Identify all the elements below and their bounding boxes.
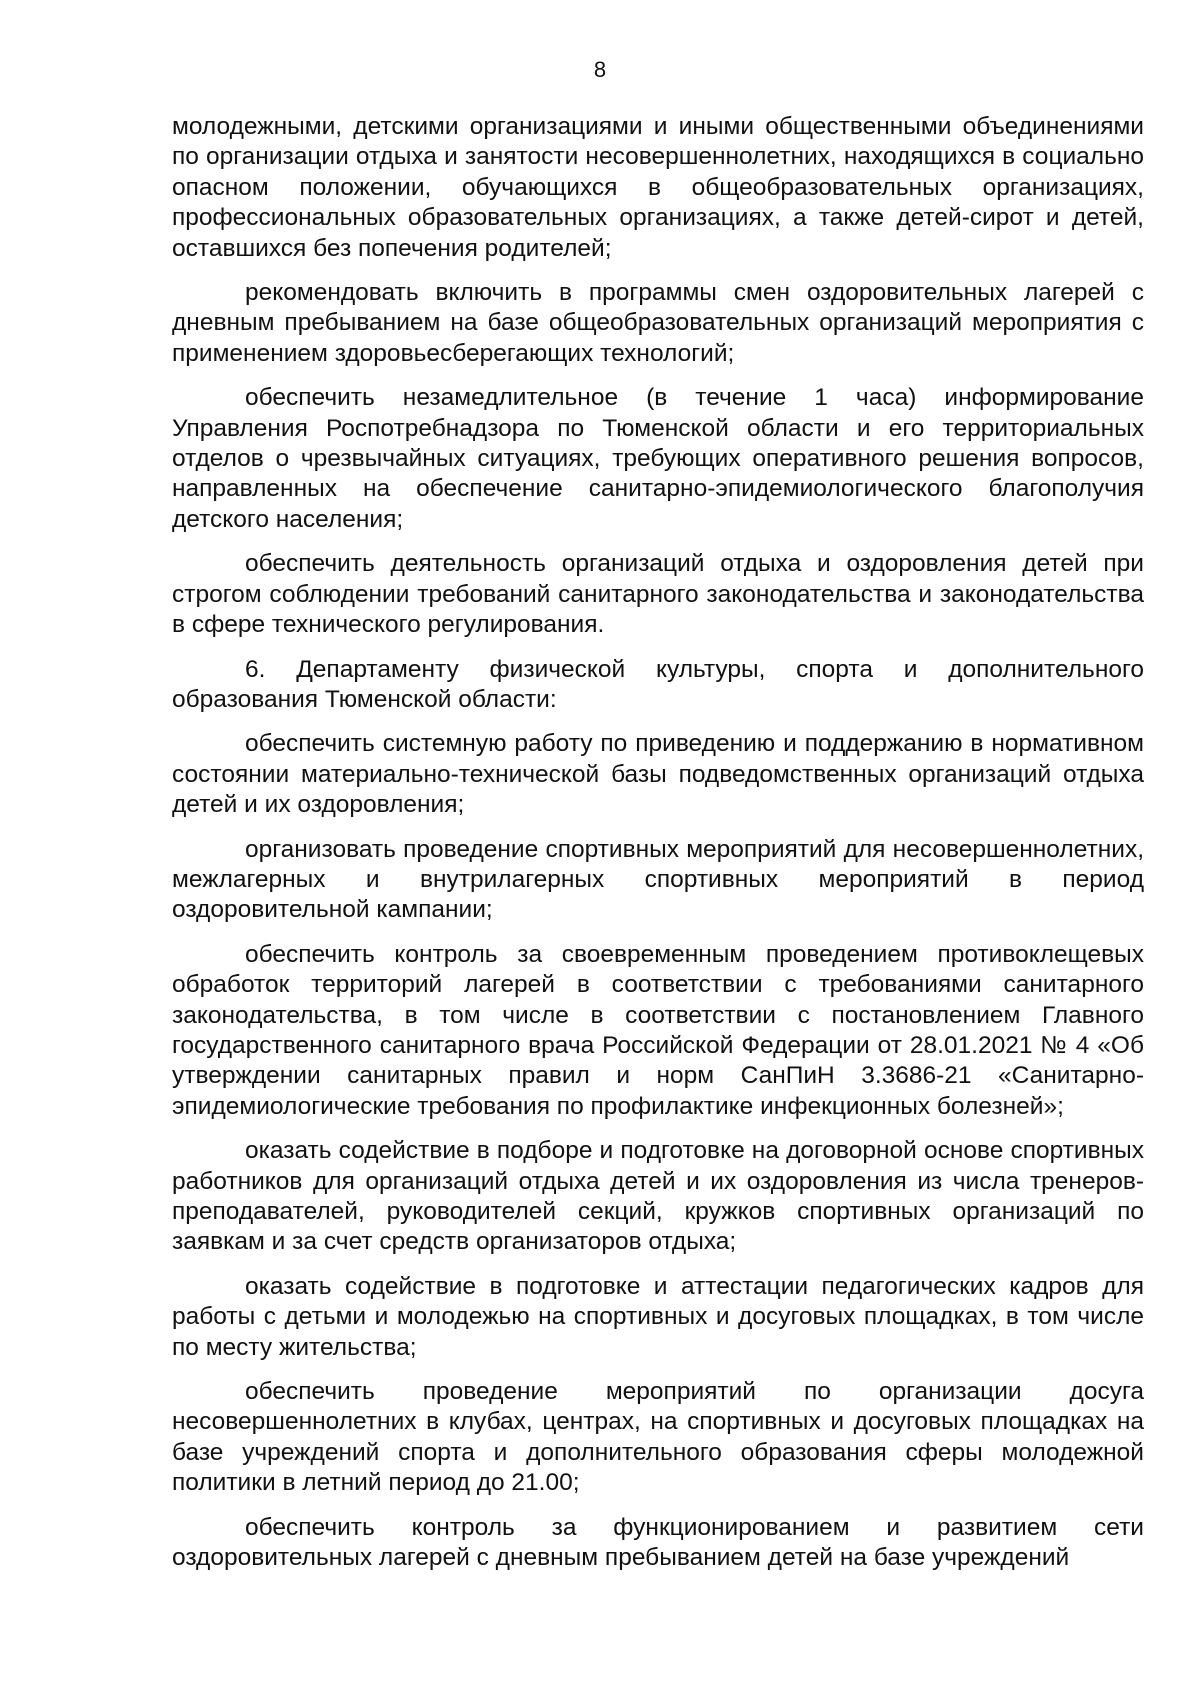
paragraph: обеспечить деятельность организаций отдыха и оздоровления детей при строгом соблюдении требований санитарного законодательства и законодательства в сфере технического регулирования. [172,550,1144,639]
paragraph: организовать проведение спортивных мероприятий для несовершеннолетних, межлагерных и внутрилагерных спортивных мероприятий в период оздоровительной кампании; [172,835,1144,924]
page-number: 8 [593,57,607,82]
paragraph: обеспечить контроль за функционированием и развитием сети оздоровительных лагерей с дневным пребыванием детей на базе учреждений [172,1513,1144,1572]
document-body [172,112,1144,1587]
paragraph: рекомендовать включить в программы смен оздоровительных лагерей с дневным пребыванием на базе общеобразовательных организаций мероприятия с применением здоровьесберегающих технологий; [172,279,1144,367]
paragraph: обеспечить незамедлительное (в течение 1 часа) информирование Управления Роспотребнадзора по Тюменской области и его территориальных отделов о чрезвычайных ситуациях, требующих оперативного решения вопросов, направленных на обеспечение санитарно-эпидемиологического благополучия детского населения; [172,384,1144,533]
section-heading-paragraph: 6. Департаменту физической культуры, спорта и дополнительного образования Тюменской области: [172,655,1144,713]
paragraph: обеспечить системную работу по приведению и поддержанию в нормативном состоянии материально-технической базы подведомственных организаций отдыха детей и их оздоровления; [172,730,1144,819]
paragraph: обеспечить контроль за своевременным проведением противоклещевых обработок территорий лагерей в соответствии с требованиями санитарного законодательства, в том числе в соответствии с постановлением Главного государственного санитарного врача Российской Федерации от 28.01.2021 № 4 «Об утверждении санитарных правил и норм СанПиН 3.3686-21 «Санитарно-эпидемиологические требования по профилактике инфекционных болезней»; [172,940,1144,1120]
paragraph: обеспечить проведение мероприятий по организации досуга несовершеннолетних в клубах, центрах, на спортивных и досуговых площадках на базе учреждений спорта и дополнительного образования сферы молодежной политики в летний период до 21.00; [172,1378,1144,1497]
paragraph: оказать содействие в подготовке и аттестации педагогических кадров для работы с детьми и молодежью на спортивных и досуговых площадках, в том числе по месту жительства; [172,1272,1144,1361]
paragraph: оказать содействие в подборе и подготовке на договорной основе спортивных работников для организаций отдыха детей и их оздоровления из числа тренеров-преподавателей, руководителей секций, кружков спортивных организаций по заявкам и за счет средств организаторов отдыха; [172,1137,1144,1256]
paragraph: молодежными, детскими организациями и иными общественными объединениями по организации отдыха и занятости несовершеннолетних, находящихся в социально опасном положении, обучающихся в общеобразовательных организациях, профессиональных образовательных организациях, а также детей-сирот и детей, оставшихся без попечения родителей; [172,113,1144,262]
